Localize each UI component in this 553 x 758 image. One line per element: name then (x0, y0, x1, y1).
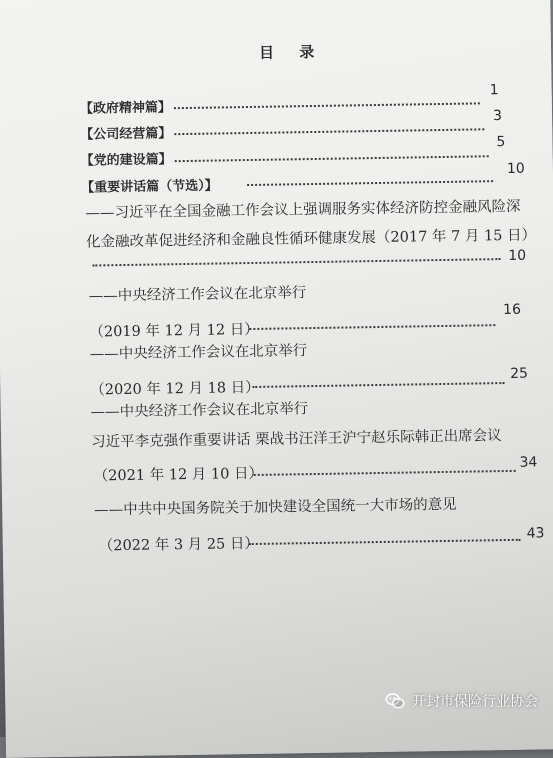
page-number: 1 (489, 82, 499, 99)
toc-line: （2019 年 12 月 12 日） (89, 321, 259, 341)
watermark (384, 690, 538, 712)
page-number: 10 (506, 160, 525, 177)
toc-entry-speeches: 【重要讲话篇（节选）】 (81, 178, 218, 196)
toc-line: 习近平李克强作重要讲话 栗战书汪洋王沪宁赵乐际韩正出席会议 (91, 428, 502, 451)
leader-dots (174, 102, 480, 109)
toc-line: ——中央经济工作会议在北京举行 (90, 401, 309, 421)
leader-dots (175, 155, 489, 162)
leader-dots (249, 324, 495, 330)
leader-dots (247, 180, 493, 186)
leader-dots (92, 258, 500, 266)
toc-line: （2022 年 3 月 25 日） (98, 535, 260, 555)
watermark-text: 开封市保险行业协会 (412, 694, 538, 710)
toc-line: ——中共中央国务院关于加快建设全国统一大市场的意见 (94, 496, 457, 519)
wechat-icon (384, 690, 406, 712)
page-number: 43 (526, 525, 545, 542)
leader-dots (252, 382, 504, 388)
toc-line: 化金融改革促进经济和金融良性循环健康发展（2017 年 7 月 15 日） (85, 227, 537, 251)
toc-line: （2021 年 12 月 10 日） (93, 465, 264, 485)
toc-entry-government: 【政府精神篇】 (79, 100, 172, 117)
toc-entry-party: 【党的建设篇】 (80, 152, 172, 169)
toc-line: ——习近平在全国金融工作会议上强调服务实体经济防控金融风险深 (85, 198, 521, 222)
toc-line: ——中央经济工作会议在北京举行 (89, 343, 308, 363)
toc-line: （2020 年 12 月 18 日） (90, 379, 260, 399)
page-number: 10 (508, 247, 527, 264)
toc-entry-company: 【公司经营篇】 (80, 126, 172, 143)
leader-dots (174, 128, 484, 135)
page-number: 25 (510, 365, 529, 382)
leader-dots (254, 470, 516, 476)
leader-dots (249, 539, 521, 545)
page-number: 5 (496, 133, 506, 151)
toc-line: ——中央经济工作会议在北京举行 (88, 285, 307, 305)
page-number: 3 (492, 108, 503, 125)
toc-title: 目 录 (258, 42, 325, 62)
page-number: 34 (519, 454, 538, 471)
page-number: 16 (502, 301, 522, 319)
